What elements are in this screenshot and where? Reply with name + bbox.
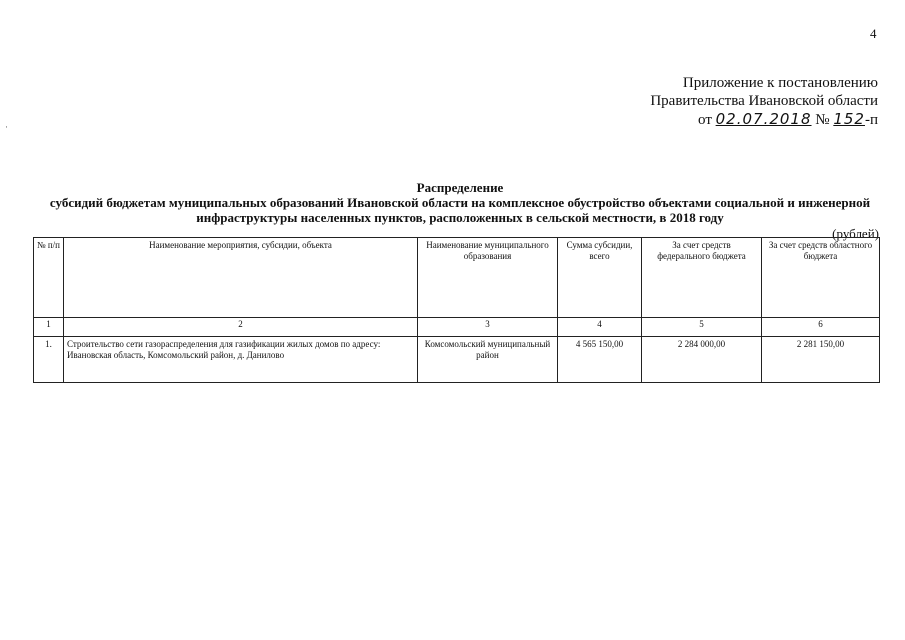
column-number: 3 <box>418 318 558 337</box>
row-total: 4 565 150,00 <box>558 337 642 383</box>
appendix-prefix: от <box>698 112 712 128</box>
column-number-row <box>34 318 880 337</box>
header-cell: За счет средств федерального бюджета <box>642 238 762 318</box>
distribution-table <box>33 237 880 383</box>
number-suffix: -п <box>864 112 878 128</box>
appendix-block <box>650 74 878 129</box>
header-cell: № п/п <box>34 238 64 318</box>
handwritten-date: 02.07.2018 <box>715 110 812 128</box>
table-header-row <box>34 238 880 318</box>
appendix-line-1: Приложение к постановлению <box>682 75 878 91</box>
row-regional: 2 281 150,00 <box>762 337 880 383</box>
number-sign: № <box>815 112 830 128</box>
header-cell: Сумма субсидии, всего <box>558 238 642 318</box>
handwritten-number: 152 <box>833 110 865 128</box>
document-title <box>40 180 880 225</box>
stray-mark: · <box>5 122 8 132</box>
title-line-1: Распределение <box>416 180 504 195</box>
header-cell: Наименование муниципального образования <box>418 238 558 318</box>
row-number: 1. <box>34 337 64 383</box>
title-line-3: инфраструктуры населенных пунктов, расположенных в сельской местности, в 2018 году <box>196 210 724 225</box>
units-label: (рублей) <box>832 226 879 241</box>
header-cell: Наименование мероприятия, субсидии, объекта <box>64 238 418 318</box>
appendix-line-2: Правительства Ивановской области <box>650 93 878 109</box>
page-number: 4 <box>870 26 877 41</box>
column-number: 6 <box>762 318 880 337</box>
table-row <box>34 337 880 383</box>
row-project-name: Строительство сети газораспределения для газификации жилых домов по адресу: Ивановская область, Комсомольский район, д. Данилово <box>64 337 418 383</box>
header-cell: За счет средств областного бюджета <box>762 238 880 318</box>
appendix-line-3 <box>650 110 878 129</box>
column-number: 2 <box>64 318 418 337</box>
row-federal: 2 284 000,00 <box>642 337 762 383</box>
row-municipality: Комсомольский муниципальный район <box>418 337 558 383</box>
column-number: 5 <box>642 318 762 337</box>
column-number: 4 <box>558 318 642 337</box>
column-number: 1 <box>34 318 64 337</box>
title-line-2: субсидий бюджетам муниципальных образований Ивановской области на комплексное обустройство объектами социальной и инженерной <box>49 195 871 210</box>
